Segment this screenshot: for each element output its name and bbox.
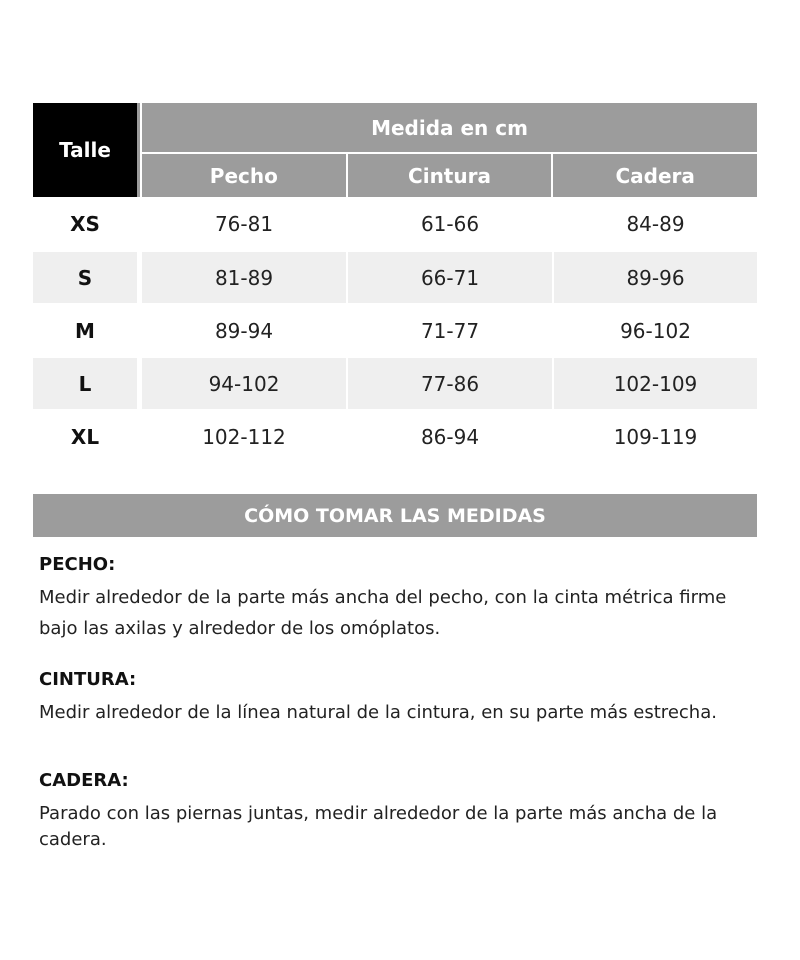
pecho-cell: 89-94	[214, 318, 274, 343]
cintura-cell: 66-71	[348, 252, 552, 303]
section-heading: PECHO:	[39, 554, 116, 575]
section-description: Medir alrededor de la parte más ancha del pecho, con la cinta métrica firme bajo las axilas y alrededor de los omóplatos.	[39, 587, 727, 639]
cintura-cell: 86-94	[420, 424, 480, 449]
table-row	[33, 197, 757, 250]
pecho-cell: 81-89	[142, 252, 346, 303]
cadera-cell: 89-96	[554, 252, 757, 303]
measurement-group-header: Medida en cm	[142, 103, 757, 152]
cadera-cell: 102-109	[554, 358, 757, 409]
measure-section-cadera	[39, 769, 759, 853]
cadera-cell: 96-102	[620, 318, 691, 343]
column-headers	[142, 154, 757, 197]
section-heading: CINTURA:	[39, 669, 137, 690]
size-cell: M	[75, 318, 95, 343]
pecho-cell: 94-102	[142, 358, 346, 409]
size-cell: S	[33, 252, 137, 303]
size-header: Talle	[33, 103, 137, 197]
table-row	[33, 252, 757, 303]
header-divider	[137, 103, 140, 197]
table-row	[33, 411, 757, 462]
pecho-cell: 102-112	[202, 424, 286, 449]
table-row	[33, 305, 757, 356]
measure-section-cintura	[39, 668, 759, 728]
size-cell: XL	[70, 424, 100, 449]
measure-section-pecho	[39, 553, 759, 644]
table-row	[33, 358, 757, 409]
cintura-cell: 77-86	[348, 358, 552, 409]
section-description: Parado con las piernas juntas, medir alrededor de la parte más ancha de la cadera.	[39, 803, 718, 850]
pecho-cell: 76-81	[214, 211, 274, 236]
cadera-cell: 109-119	[613, 424, 698, 449]
table-header	[33, 103, 757, 197]
section-heading: CADERA:	[39, 770, 129, 791]
column-header-cadera: Cadera	[553, 154, 757, 197]
column-header-cintura: Cintura	[348, 154, 552, 197]
section-description: Medir alrededor de la línea natural de la cintura, en su parte más estrecha.	[39, 702, 717, 723]
size-table	[33, 103, 757, 462]
size-cell: L	[33, 358, 137, 409]
how-to-measure-title: CÓMO TOMAR LAS MEDIDAS	[33, 494, 757, 537]
table-body	[33, 197, 757, 462]
column-header-pecho: Pecho	[142, 154, 346, 197]
cintura-cell: 71-77	[420, 318, 480, 343]
cadera-cell: 84-89	[626, 211, 685, 236]
cintura-cell: 61-66	[420, 211, 480, 236]
size-cell: XS	[70, 211, 100, 236]
